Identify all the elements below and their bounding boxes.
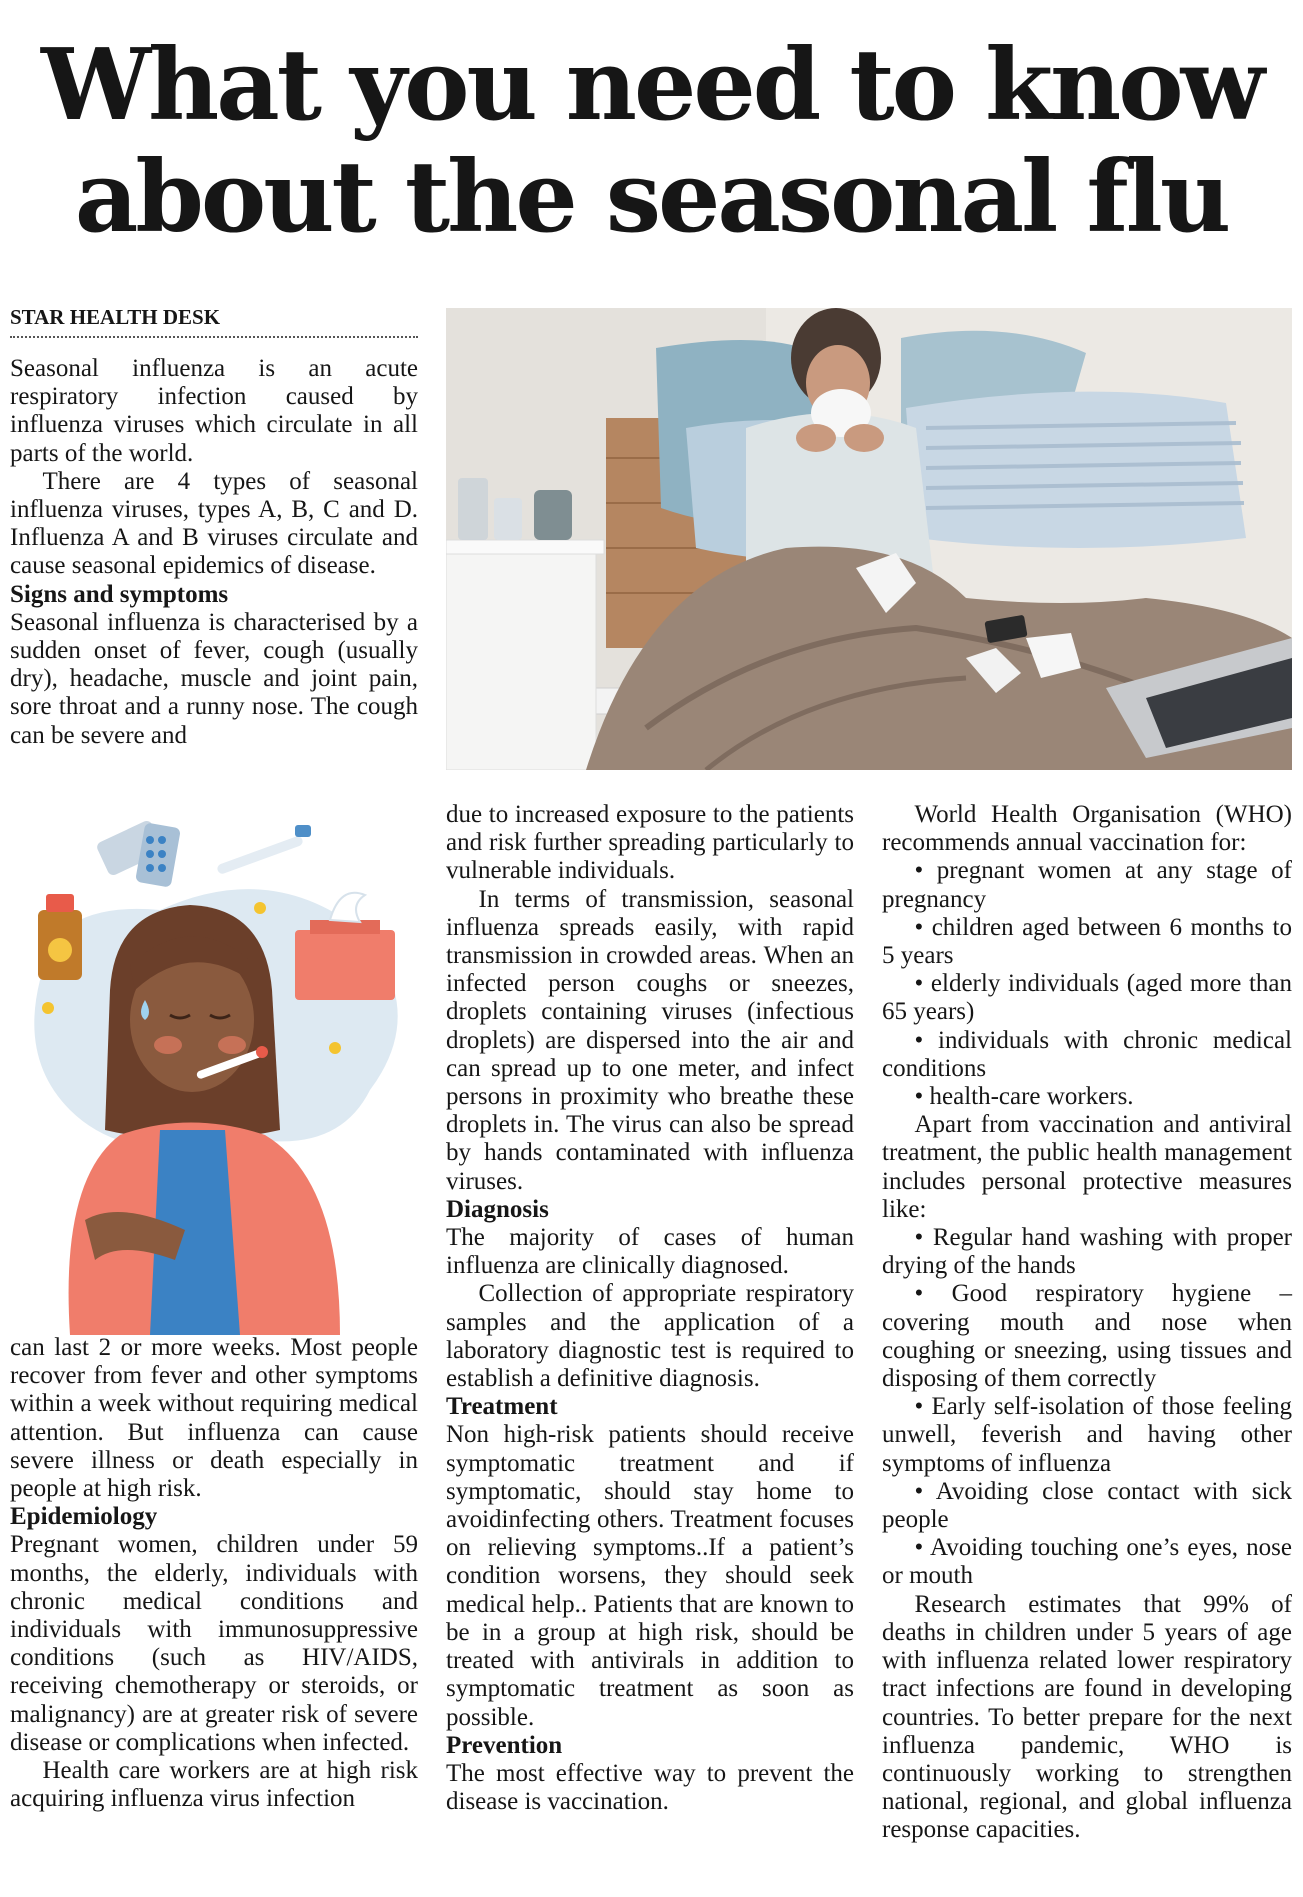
paragraph: Seasonal influenza is characterised by a sudden onset of fever, cough (usually dry), headache, muscle and joint pain, sore throat and a runny nose. The cough can be severe and: [10, 608, 418, 749]
paragraph: Non high-risk patients should receive symptomatic treatment and if symptomatic, should stay home to avoidinfecting others. Treatment focuses on relieving symptoms..If a patient’s condition worsens, they should seek medical help.. Patients that are known to be in a group at high risk, should be treated with antivirals in addition to symptomatic treatment as soon as possible.: [446, 1421, 854, 1731]
bullet-item: • pregnant women at any stage of pregnancy: [882, 857, 1292, 913]
bullet-item: • individuals with chronic medical conditions: [882, 1026, 1292, 1082]
bullet-item: • elderly individuals (aged more than 65 years): [882, 970, 1292, 1026]
paragraph: Apart from vaccination and antiviral treatment, the public health management includes personal protective measures like:: [882, 1111, 1292, 1223]
paragraph: The most effective way to prevent the disease is vaccination.: [446, 1759, 854, 1816]
subheading-signs: Signs and symptoms: [10, 580, 229, 608]
column-1-top: [10, 355, 418, 750]
subheading-diagnosis: Diagnosis: [446, 1195, 549, 1223]
paragraph: The majority of cases of human influenza are clinically diagnosed.: [446, 1224, 854, 1280]
headline: What you need to know about the seasonal flu: [40, 28, 1263, 255]
bullet-item: • Early self-isolation of those feeling unwell, feverish and having other symptoms of influenza: [882, 1393, 1292, 1477]
paragraph: due to increased exposure to the patients and risk further spreading particularly to vulnerable individuals.: [446, 801, 854, 885]
subheading-epidemiology: Epidemiology: [10, 1503, 158, 1531]
paragraph: In terms of transmission, seasonal influenza spreads easily, with rapid transmission in crowded areas. When an infected person coughs or sneezes, droplets containing viruses (infectious droplets) are dispersed into the air and can spread up to one meter, and infect persons in proximity who breathe these droplets in. The virus can also be spread by hands contaminated with influenza viruses.: [446, 885, 854, 1195]
paragraph: Health care workers are at high risk acquiring influenza virus infection: [10, 1757, 418, 1813]
sick-woman-photo: [446, 308, 1292, 770]
byline: STAR HEALTH DESK: [10, 305, 418, 338]
bullet-item: • Avoiding touching one’s eyes, nose or mouth: [882, 1534, 1292, 1590]
paragraph: Collection of appropriate respiratory samples and the application of a laboratory diagnostic test is required to establish a definitive diagnosis.: [446, 1280, 854, 1393]
subheading-treatment: Treatment: [446, 1393, 558, 1421]
bullet-item: • Avoiding close contact with sick people: [882, 1477, 1292, 1534]
column-1-bottom: [10, 1334, 418, 1813]
column-3: [882, 801, 1292, 1845]
paragraph: can last 2 or more weeks. Most people recover from fever and other symptoms within a week without requiring medical attention. But influenza can cause severe illness or death especially in people at high risk.: [10, 1334, 418, 1503]
sick-girl-illustration: [10, 790, 420, 1335]
paragraph: Pregnant women, children under 59 months, the elderly, individuals with chronic medical conditions and individuals with immunosuppressive conditions (such as HIV/AIDS, receiving chemotherapy or steroids, or malignancy) are at greater risk of severe disease or complications when infected.: [10, 1531, 418, 1756]
paragraph: World Health Organisation (WHO) recommends annual vaccination for:: [882, 801, 1292, 857]
bullet-item: • health-care workers.: [914, 1083, 1134, 1111]
bullet-item: • Regular hand washing with proper drying of the hands: [882, 1224, 1292, 1280]
paragraph: Seasonal influenza is an acute respiratory infection caused by influenza viruses which circulate in all parts of the world.: [10, 355, 418, 467]
paragraph: There are 4 types of seasonal influenza viruses, types A, B, C and D. Influenza A and B viruses circulate and cause seasonal epidemics of disease.: [10, 467, 418, 580]
paragraph: Research estimates that 99% of deaths in children under 5 years of age with influenza related lower respiratory tract infections are found in developing countries. To better prepare for the next influenza pandemic, WHO is continuously working to strengthen national, regional, and global influenza response capacities.: [882, 1590, 1292, 1844]
bullet-item: • Good respiratory hygiene – covering mouth and nose when coughing or sneezing, using tissues and disposing of them correctly: [882, 1280, 1292, 1393]
bullet-item: • children aged between 6 months to 5 years: [882, 913, 1292, 970]
column-2: [446, 801, 854, 1816]
subheading-prevention: Prevention: [446, 1731, 563, 1759]
